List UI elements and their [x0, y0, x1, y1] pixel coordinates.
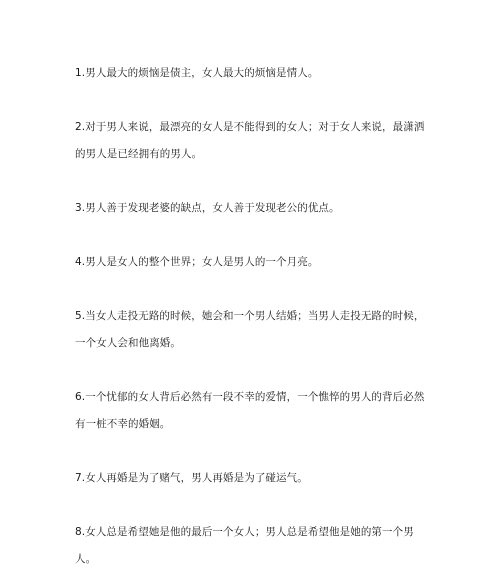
paragraph-6: 6.一个忧郁的女人背后必然有一段不幸的爱情，一个憔悴的男人的背后必然有一桩不幸的婚姻。: [75, 391, 425, 430]
paragraph-7: 7.女人再婚是为了赌气，男人再婚是为了碰运气。: [75, 472, 308, 484]
paragraph-4: 4.男人是女人的整个世界；女人是男人的一个月亮。: [75, 256, 319, 268]
paragraph-8: 8.女人总是希望她是他的最后一个女人；男人总是希望他是她的第一个男人。: [75, 526, 414, 565]
document-body: [75, 60, 435, 573]
paragraph-5: 5.当女人走投无路的时候，她会和一个男人结婚；当男人走投无路的时候，一个女人会和他离婚。: [75, 310, 425, 349]
paragraph-1: 1.男人最大的烦恼是债主，女人最大的烦恼是情人。: [75, 67, 319, 79]
paragraph-3: 3.男人善于发现老婆的缺点，女人善于发现老公的优点。: [75, 202, 340, 214]
paragraph-2: 2.对于男人来说，最漂亮的女人是不能得到的女人；对于女人来说，最潇洒的男人是已经拥有的男人。: [75, 121, 425, 160]
